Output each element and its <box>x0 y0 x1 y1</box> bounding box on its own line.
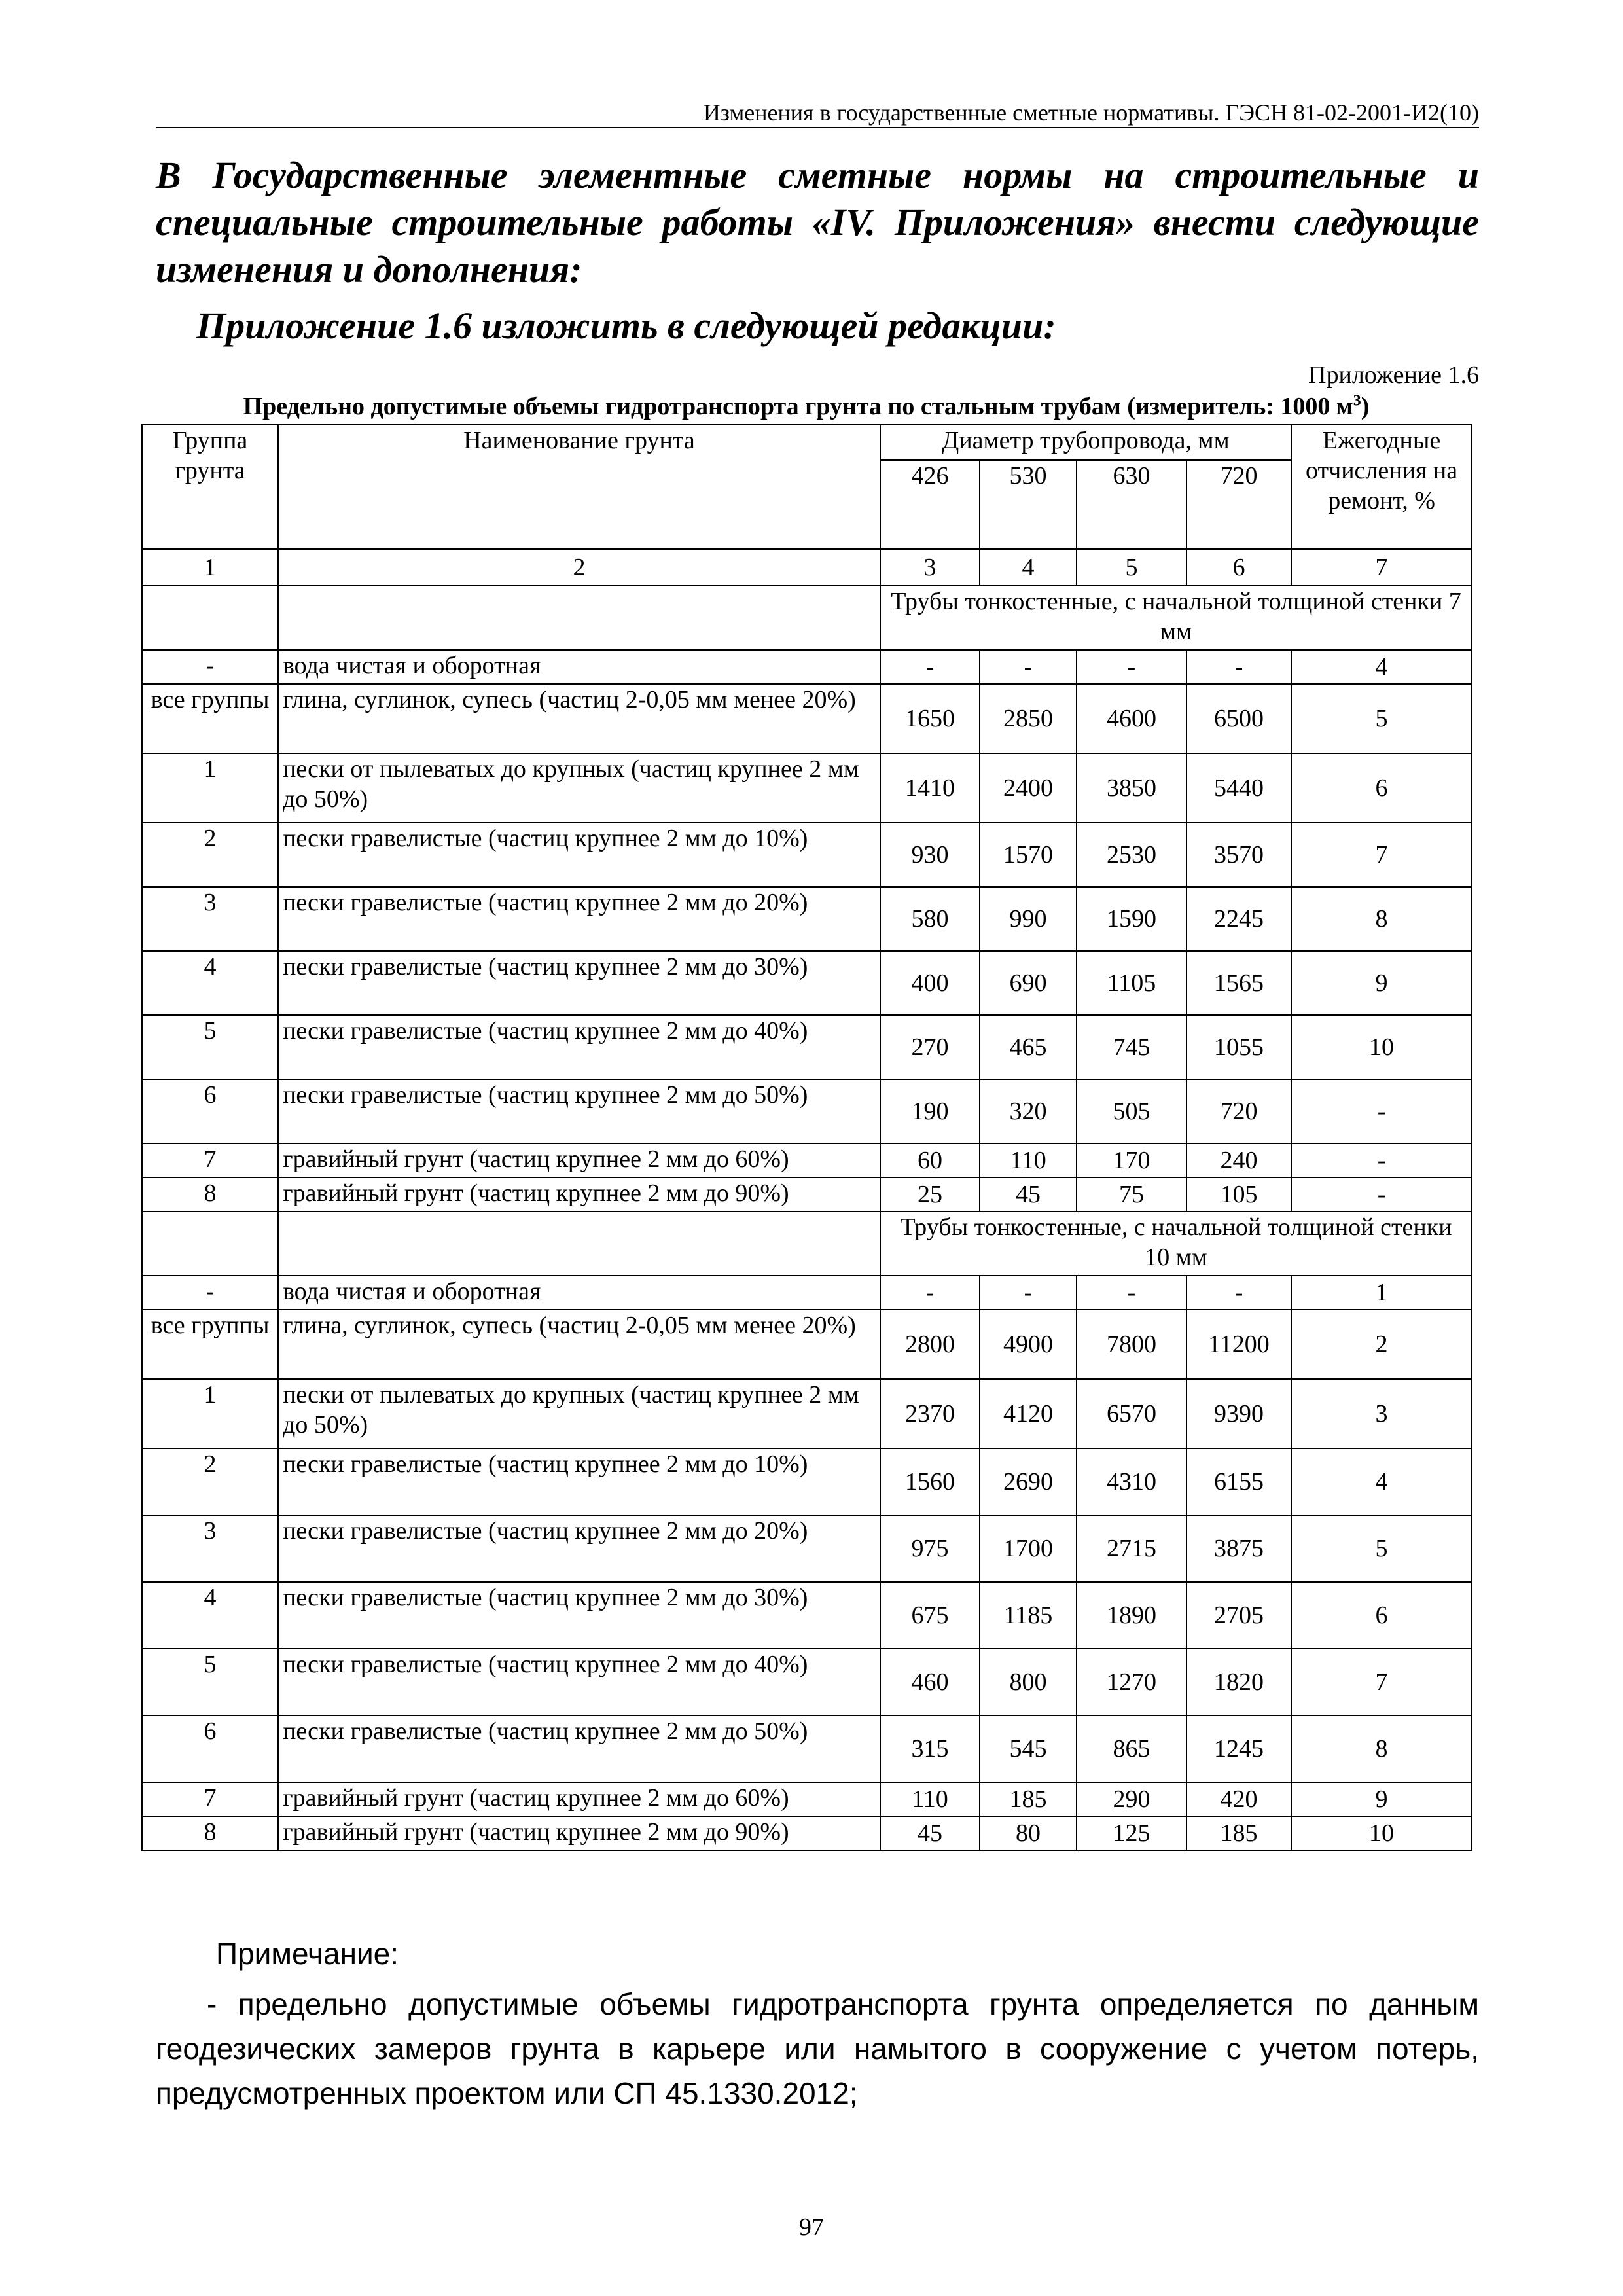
cell-deduction: 8 <box>1291 887 1472 951</box>
cell-diameter-630: 7800 <box>1077 1310 1186 1379</box>
cell-deduction: - <box>1291 1143 1472 1177</box>
cell-diameter-426: 2370 <box>880 1379 980 1448</box>
cell-diameter-630: - <box>1077 1276 1186 1310</box>
table-row <box>142 1515 1472 1582</box>
cell-deduction: 7 <box>1291 823 1472 887</box>
cell-soil-name: пески гравелистые (частиц крупнее 2 мм до 50%) <box>278 1079 880 1143</box>
cell-diameter-720: - <box>1186 1276 1291 1310</box>
cell-diameter-530: 4120 <box>980 1379 1077 1448</box>
table-title-exponent: 3 <box>1353 392 1361 410</box>
cell-diameter-530: 2850 <box>980 684 1077 753</box>
cell-diameter-426: - <box>880 650 980 684</box>
cell-group: все группы <box>142 684 278 753</box>
cell-diameter-720: - <box>1186 650 1291 684</box>
cell-diameter-720: 11200 <box>1186 1310 1291 1379</box>
cell-diameter-630: 1270 <box>1077 1649 1186 1715</box>
section-empty-cell <box>278 586 880 650</box>
cell-diameter-426: 975 <box>880 1515 980 1582</box>
header-diameter-630: 630 <box>1077 460 1186 549</box>
column-number: 2 <box>278 549 880 586</box>
cell-group: 2 <box>142 823 278 887</box>
cell-group: 1 <box>142 753 278 823</box>
section-empty-cell <box>142 586 278 650</box>
cell-group: 3 <box>142 1515 278 1582</box>
cell-diameter-720: 1245 <box>1186 1715 1291 1782</box>
cell-diameter-426: 675 <box>880 1582 980 1649</box>
column-numbers-row <box>142 549 1472 586</box>
table-header-row <box>142 425 1472 460</box>
page-number: 97 <box>799 2214 824 2241</box>
cell-diameter-630: 745 <box>1077 1015 1186 1079</box>
table-row <box>142 650 1472 684</box>
header-name: Наименование грунта <box>278 425 880 549</box>
cell-diameter-720: 2245 <box>1186 887 1291 951</box>
cell-group: 3 <box>142 887 278 951</box>
cell-diameter-530: 2690 <box>980 1448 1077 1515</box>
cell-soil-name: пески от пылеватых до крупных (частиц крупнее 2 мм до 50%) <box>278 753 880 823</box>
cell-diameter-426: 930 <box>880 823 980 887</box>
cell-diameter-530: 690 <box>980 951 1077 1015</box>
cell-diameter-720: 6500 <box>1186 684 1291 753</box>
column-number: 4 <box>980 549 1077 586</box>
cell-soil-name: пески гравелистые (частиц крупнее 2 мм до 20%) <box>278 887 880 951</box>
cell-deduction: 6 <box>1291 1582 1472 1649</box>
cell-diameter-530: 1570 <box>980 823 1077 887</box>
header-diameter-530: 530 <box>980 460 1077 549</box>
cell-diameter-630: 1590 <box>1077 887 1186 951</box>
cell-soil-name: гравийный грунт (частиц крупнее 2 мм до 60%) <box>278 1782 880 1816</box>
note-body: - предельно допустимые объемы гидротранспорта грунта определяется по данным геодезических замеров грунта в карьере или намытого в сооружение с учетом потерь, предусмотренных проектом или СП 45.1330.2012; <box>156 1987 1479 2110</box>
column-number: 3 <box>880 549 980 586</box>
table-row <box>142 1143 1472 1177</box>
cell-diameter-720: 3875 <box>1186 1515 1291 1582</box>
header-group: Группа грунта <box>142 425 278 549</box>
cell-diameter-530: 45 <box>980 1177 1077 1211</box>
section-title-row <box>142 1211 1472 1276</box>
cell-diameter-630: 4600 <box>1077 684 1186 753</box>
cell-diameter-530: 990 <box>980 887 1077 951</box>
table-title-close: ) <box>1361 393 1370 420</box>
table-row <box>142 684 1472 753</box>
cell-diameter-720: 2705 <box>1186 1582 1291 1649</box>
cell-diameter-426: 190 <box>880 1079 980 1143</box>
table-row <box>142 1816 1472 1850</box>
cell-diameter-720: 1820 <box>1186 1649 1291 1715</box>
cell-diameter-630: 1105 <box>1077 951 1186 1015</box>
table-row <box>142 1715 1472 1782</box>
cell-diameter-720: 9390 <box>1186 1379 1291 1448</box>
cell-group: 7 <box>142 1782 278 1816</box>
table-title <box>141 391 1471 422</box>
cell-diameter-426: 315 <box>880 1715 980 1782</box>
table-row <box>142 1782 1472 1816</box>
cell-diameter-720: 3570 <box>1186 823 1291 887</box>
column-number: 6 <box>1186 549 1291 586</box>
cell-diameter-530: - <box>980 650 1077 684</box>
cell-diameter-530: 465 <box>980 1015 1077 1079</box>
cell-diameter-530: - <box>980 1276 1077 1310</box>
cell-diameter-426: 45 <box>880 1816 980 1850</box>
cell-deduction: 10 <box>1291 1015 1472 1079</box>
cell-diameter-426: 270 <box>880 1015 980 1079</box>
cell-diameter-530: 4900 <box>980 1310 1077 1379</box>
cell-diameter-630: 1890 <box>1077 1582 1186 1649</box>
cell-diameter-630: 290 <box>1077 1782 1186 1816</box>
cell-group: 5 <box>142 1649 278 1715</box>
cell-deduction: 4 <box>1291 1448 1472 1515</box>
cell-diameter-630: - <box>1077 650 1186 684</box>
subheading: Приложение 1.6 изложить в следующей редакции: <box>196 304 1056 347</box>
column-number: 1 <box>142 549 278 586</box>
cell-group: 6 <box>142 1079 278 1143</box>
cell-soil-name: пески гравелистые (частиц крупнее 2 мм до 10%) <box>278 823 880 887</box>
section-title: Трубы тонкостенные, с начальной толщиной стенки 10 мм <box>880 1211 1472 1276</box>
cell-diameter-426: 1650 <box>880 684 980 753</box>
cell-deduction: 5 <box>1291 684 1472 753</box>
cell-diameter-530: 2400 <box>980 753 1077 823</box>
cell-diameter-426: 460 <box>880 1649 980 1715</box>
cell-diameter-426: 25 <box>880 1177 980 1211</box>
cell-group: 2 <box>142 1448 278 1515</box>
cell-soil-name: вода чистая и оборотная <box>278 1276 880 1310</box>
cell-deduction: - <box>1291 1177 1472 1211</box>
cell-group: 4 <box>142 951 278 1015</box>
cell-deduction: 9 <box>1291 951 1472 1015</box>
cell-diameter-426: 1410 <box>880 753 980 823</box>
header-deductions: Ежегодные отчисления на ремонт, % <box>1291 425 1472 549</box>
cell-soil-name: пески гравелистые (частиц крупнее 2 мм до 40%) <box>278 1015 880 1079</box>
cell-diameter-630: 2715 <box>1077 1515 1186 1582</box>
cell-diameter-630: 865 <box>1077 1715 1186 1782</box>
cell-diameter-630: 170 <box>1077 1143 1186 1177</box>
header-diameter: Диаметр трубопровода, мм <box>880 425 1291 460</box>
table-row <box>142 1379 1472 1448</box>
cell-soil-name: гравийный грунт (частиц крупнее 2 мм до 90%) <box>278 1816 880 1850</box>
cell-group: 5 <box>142 1015 278 1079</box>
cell-diameter-530: 110 <box>980 1143 1077 1177</box>
cell-deduction: 3 <box>1291 1379 1472 1448</box>
cell-diameter-530: 320 <box>980 1079 1077 1143</box>
cell-soil-name: глина, суглинок, супесь (частиц 2-0,05 мм менее 20%) <box>278 684 880 753</box>
cell-deduction: 10 <box>1291 1816 1472 1850</box>
table-row <box>142 1310 1472 1379</box>
table-row <box>142 887 1472 951</box>
cell-soil-name: вода чистая и оборотная <box>278 650 880 684</box>
cell-diameter-720: 185 <box>1186 1816 1291 1850</box>
cell-group: 4 <box>142 1582 278 1649</box>
cell-diameter-720: 240 <box>1186 1143 1291 1177</box>
cell-group: 8 <box>142 1816 278 1850</box>
table-row <box>142 1448 1472 1515</box>
cell-diameter-630: 6570 <box>1077 1379 1186 1448</box>
cell-diameter-426: - <box>880 1276 980 1310</box>
cell-diameter-530: 1700 <box>980 1515 1077 1582</box>
cell-soil-name: пески гравелистые (частиц крупнее 2 мм до 30%) <box>278 1582 880 1649</box>
cell-diameter-630: 125 <box>1077 1816 1186 1850</box>
table-body <box>142 425 1472 1850</box>
cell-soil-name: глина, суглинок, супесь (частиц 2-0,05 мм менее 20%) <box>278 1310 880 1379</box>
cell-diameter-720: 105 <box>1186 1177 1291 1211</box>
table-row <box>142 823 1472 887</box>
cell-diameter-426: 1560 <box>880 1448 980 1515</box>
running-header: Изменения в государственные сметные нормативы. ГЭСН 81-02-2001-И2(10) <box>703 99 1479 126</box>
cell-group: - <box>142 650 278 684</box>
cell-diameter-426: 400 <box>880 951 980 1015</box>
cell-diameter-426: 580 <box>880 887 980 951</box>
cell-diameter-630: 75 <box>1077 1177 1186 1211</box>
norms-table <box>141 424 1472 1851</box>
cell-diameter-530: 1185 <box>980 1582 1077 1649</box>
cell-group: 1 <box>142 1379 278 1448</box>
table-row <box>142 753 1472 823</box>
section-empty-cell <box>142 1211 278 1276</box>
section-title: Трубы тонкостенные, с начальной толщиной стенки 7 мм <box>880 586 1472 650</box>
cell-soil-name: гравийный грунт (частиц крупнее 2 мм до 60%) <box>278 1143 880 1177</box>
cell-deduction: - <box>1291 1079 1472 1143</box>
cell-soil-name: гравийный грунт (частиц крупнее 2 мм до 90%) <box>278 1177 880 1211</box>
cell-deduction: 9 <box>1291 1782 1472 1816</box>
header-diameter-426: 426 <box>880 460 980 549</box>
cell-diameter-720: 5440 <box>1186 753 1291 823</box>
cell-diameter-720: 6155 <box>1186 1448 1291 1515</box>
cell-diameter-720: 720 <box>1186 1079 1291 1143</box>
table-title-text: Предельно допустимые объемы гидротранспорта грунта по стальным трубам (измеритель: 1000 м <box>243 393 1353 420</box>
cell-diameter-426: 60 <box>880 1143 980 1177</box>
cell-diameter-426: 2800 <box>880 1310 980 1379</box>
table-row <box>142 1582 1472 1649</box>
cell-deduction: 2 <box>1291 1310 1472 1379</box>
cell-deduction: 7 <box>1291 1649 1472 1715</box>
note-title: Примечание: <box>216 1937 399 1971</box>
cell-diameter-530: 185 <box>980 1782 1077 1816</box>
column-number: 5 <box>1077 549 1186 586</box>
cell-soil-name: пески гравелистые (частиц крупнее 2 мм до 30%) <box>278 951 880 1015</box>
cell-diameter-630: 3850 <box>1077 753 1186 823</box>
cell-soil-name: пески от пылеватых до крупных (частиц крупнее 2 мм до 50%) <box>278 1379 880 1448</box>
cell-diameter-630: 4310 <box>1077 1448 1186 1515</box>
cell-diameter-720: 420 <box>1186 1782 1291 1816</box>
cell-diameter-630: 505 <box>1077 1079 1186 1143</box>
cell-deduction: 4 <box>1291 650 1472 684</box>
cell-group: 8 <box>142 1177 278 1211</box>
cell-soil-name: пески гравелистые (частиц крупнее 2 мм до 10%) <box>278 1448 880 1515</box>
cell-diameter-530: 545 <box>980 1715 1077 1782</box>
table-row <box>142 951 1472 1015</box>
cell-soil-name: пески гравелистые (частиц крупнее 2 мм до 40%) <box>278 1649 880 1715</box>
table-row <box>142 1649 1472 1715</box>
cell-diameter-630: 2530 <box>1077 823 1186 887</box>
cell-group: все группы <box>142 1310 278 1379</box>
appendix-label: Приложение 1.6 <box>1308 361 1479 389</box>
cell-diameter-530: 80 <box>980 1816 1077 1850</box>
table-row <box>142 1079 1472 1143</box>
cell-deduction: 8 <box>1291 1715 1472 1782</box>
header-diameter-720: 720 <box>1186 460 1291 549</box>
section-empty-cell <box>278 1211 880 1276</box>
table-row <box>142 1015 1472 1079</box>
section-title-row <box>142 586 1472 650</box>
cell-diameter-720: 1055 <box>1186 1015 1291 1079</box>
cell-diameter-426: 110 <box>880 1782 980 1816</box>
intro-paragraph: В Государственные элементные сметные нормы на строительные и специальные строительные работы «IV. Приложения» внести следующие изменения и дополнения: <box>156 154 1479 291</box>
cell-deduction: 6 <box>1291 753 1472 823</box>
column-number: 7 <box>1291 549 1472 586</box>
cell-group: - <box>142 1276 278 1310</box>
cell-group: 7 <box>142 1143 278 1177</box>
cell-deduction: 5 <box>1291 1515 1472 1582</box>
cell-soil-name: пески гравелистые (частиц крупнее 2 мм до 50%) <box>278 1715 880 1782</box>
cell-diameter-530: 800 <box>980 1649 1077 1715</box>
cell-soil-name: пески гравелистые (частиц крупнее 2 мм до 20%) <box>278 1515 880 1582</box>
cell-group: 6 <box>142 1715 278 1782</box>
table-row <box>142 1276 1472 1310</box>
cell-diameter-720: 1565 <box>1186 951 1291 1015</box>
table-row <box>142 1177 1472 1211</box>
cell-deduction: 1 <box>1291 1276 1472 1310</box>
header-rule <box>156 127 1479 128</box>
